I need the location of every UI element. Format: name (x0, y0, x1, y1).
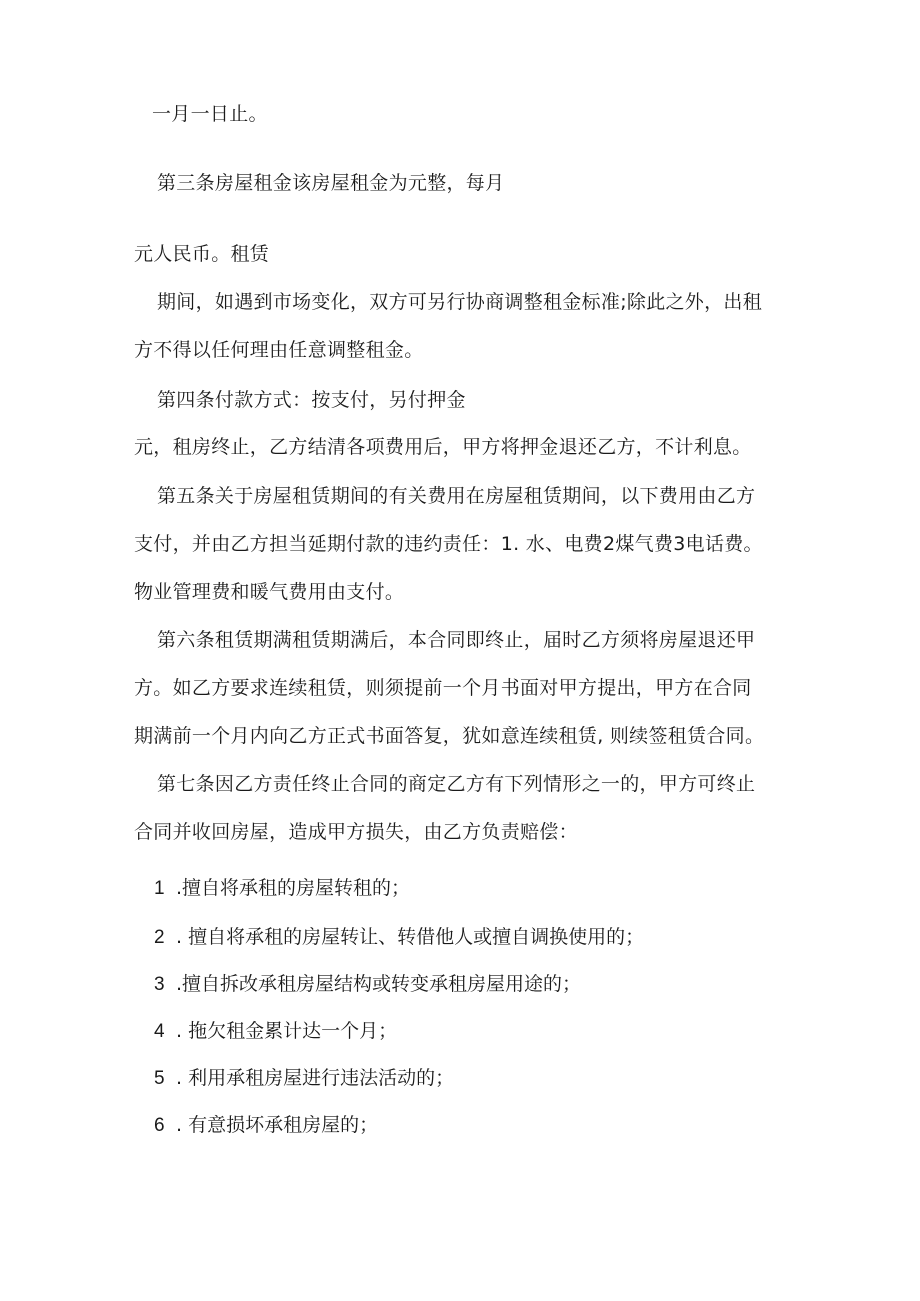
list-item-text: . 拖欠租金累计达一个月； (176, 1020, 398, 1042)
list-item (154, 1019, 397, 1044)
paragraph-line: 第六条租赁期满租赁期满后，本合同即终止，届时乙方须将房屋退还甲 (157, 629, 756, 651)
paragraph-line: 第五条关于房屋租赁期间的有关费用在房屋租赁期间，以下费用由乙方 (157, 485, 756, 507)
list-item-number: 3 (154, 974, 165, 995)
paragraph-line: 方。如乙方要求连续租赁，则须提前一个月书面对甲方提出，甲方在合同 (134, 677, 752, 699)
list-item (154, 1113, 378, 1138)
list-item-text: .擅自将承租的房屋转租的； (176, 877, 411, 899)
paragraph-line: 支付，并由乙方担当延期付款的违约责任：1. 水、电费2煤气费3电话费。 (134, 533, 763, 555)
paragraph-line: 第三条房屋租金该房屋租金为元整，每月 (157, 172, 505, 194)
paragraph-line: 合同并收回房屋，造成甲方损失，由乙方负责赔偿： (134, 821, 578, 843)
list-item-number: 2 (154, 927, 165, 948)
paragraph-line: 元人民币。租赁 (134, 243, 270, 265)
list-item-text: . 擅自将承租的房屋转让、转借他人或擅自调换使用的； (176, 926, 645, 948)
paragraph-line: 期满前一个月内向乙方正式书面答复，犹如意连续租赁, 则续签租赁合同。 (134, 725, 765, 747)
list-item-number: 5 (154, 1068, 165, 1089)
list-item-text: . 利用承租房屋进行违法活动的； (176, 1067, 455, 1089)
paragraph-line: 物业管理费和暖气费用由支付。 (134, 581, 405, 603)
paragraph-line: 元，租房终止，乙方结清各项费用后，甲方将押金退还乙方，不计利息。 (134, 436, 752, 458)
paragraph-line: 第四条付款方式：按支付，另付押金 (157, 389, 466, 411)
list-item (154, 925, 644, 950)
list-item (154, 876, 410, 901)
list-item-number: 6 (154, 1115, 165, 1136)
list-item-text: . 有意损坏承租房屋的； (176, 1114, 379, 1136)
list-item (154, 972, 581, 997)
paragraph-line: 一月一日止。 (152, 103, 268, 125)
list-item-number: 1 (154, 878, 165, 899)
list-item-text: .擅自拆改承租房屋结构或转变承租房屋用途的； (176, 973, 582, 995)
paragraph-line: 期间，如遇到市场变化，双方可另行协商调整租金标准;除此之外，出租 (157, 291, 763, 313)
paragraph-line: 方不得以任何理由任意调整租金。 (134, 339, 424, 361)
list-item-number: 4 (154, 1021, 165, 1042)
paragraph-line: 第七条因乙方责任终止合同的商定乙方有下列情形之一的，甲方可终止 (157, 773, 756, 795)
list-item (154, 1066, 454, 1091)
